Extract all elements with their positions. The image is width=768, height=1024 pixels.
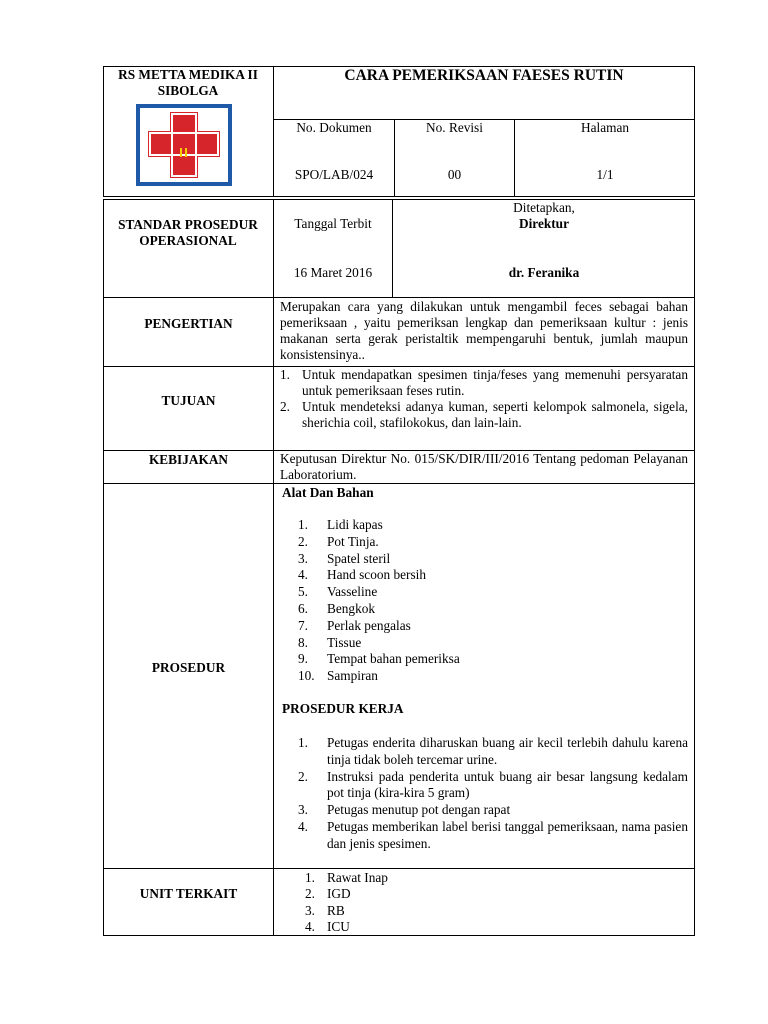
revision-value: 00 [447,167,462,182]
hospital-logo [136,104,232,186]
list-item: 5. Vasseline [298,584,378,600]
kebijakan-text: Keputusan Direktur No. 015/SK/DIR/III/2016 Tentang pedoman Pelayanan Laboratorium. [280,451,688,482]
list-item: 2. IGD [305,886,351,902]
tools-heading: Alat Dan Bahan [282,485,374,500]
document-title: CARA PEMERIKSAAN FAESES RUTIN [344,67,624,84]
list-item: 10. Sampiran [298,668,378,684]
page-value: 1/1 [596,167,614,182]
list-item: 2. Pot Tinja. [298,533,379,549]
issue-date-label: Tanggal Terbit [294,216,372,231]
list-item: 8. Tissue [298,634,362,650]
tools-list [298,517,598,685]
list-item: 2. Untuk mendeteksi adanya kuman, seperti kelompok salmonela, sigela, sherichia coil, stafilokokus, dan lain-lain. [280,399,688,430]
pengertian-label: PENGERTIAN [144,316,233,331]
list-item: 1. Rawat Inap [305,870,388,885]
steps-list [298,735,688,853]
work-heading: PROSEDUR KERJA [282,701,404,716]
doc-no-value: SPO/LAB/024 [294,167,374,182]
list-item: 2. Instruksi pada penderita untuk buang air besar langsung kedalam pot tinja (kira-kira 5 gram) [298,768,688,801]
approver-name: dr. Feranika [508,265,580,280]
tujuan-label: TUJUAN [161,393,216,408]
list-item: 9. Tempat bahan pemeriksa [298,651,460,667]
tujuan-list [280,367,688,431]
unit-terkait-label: UNIT TERKAIT [139,886,238,901]
list-item: 4. Hand scoon bersih [298,567,426,583]
list-item: 1. Untuk mendapatkan spesimen tinja/feses yang memenuhi persyaratan untuk pemeriksaan feses rutin. [280,367,688,398]
approver-title: Direktur [519,216,569,231]
list-item: 6. Bengkok [298,600,376,616]
issue-date-value: 16 Maret 2016 [293,265,373,280]
pengertian-text: Merupakan cara yang dilakukan untuk mengambil feces sebagai bahan pemeriksaan , yaitu pemeriksan lengkap dan pemeriksaan kultur : jenis makanan serta gerak peristaltik mempengaruhi bentuk, jumlah maupun konsistensinya.. [280,299,688,362]
hospital-name: RS METTA MEDIKA II SIBOLGA [118,67,258,98]
page-label: Halaman [581,120,629,135]
revision-label: No. Revisi [426,120,483,135]
list-item: 4. ICU [305,918,350,934]
approved-by: Ditetapkan, [513,200,575,215]
list-item: 1. Lidi kapas [298,517,383,532]
list-item: 4. Petugas memberikan label berisi tanggal pemeriksaan, nama pasien dan jenis spesimen. [298,818,688,851]
list-item: 3. Petugas menutup pot dengan rapat [298,802,511,818]
kebijakan-label: KEBIJAKAN [148,452,229,467]
list-item: 3. Spatel steril [298,550,391,566]
sop-label: STANDAR PROSEDUR OPERASIONAL [118,217,258,248]
list-item: 7. Perlak pengalas [298,617,411,633]
list-item: 1. Petugas enderita diharuskan buang air kecil terlebih dahulu karena tinja tidak boleh tercemar urine. [298,735,688,767]
prosedur-label: PROSEDUR [151,660,226,675]
unit-terkait-list [305,870,605,935]
doc-no-label: No. Dokumen [296,120,372,135]
list-item: 3. RB [305,902,345,918]
